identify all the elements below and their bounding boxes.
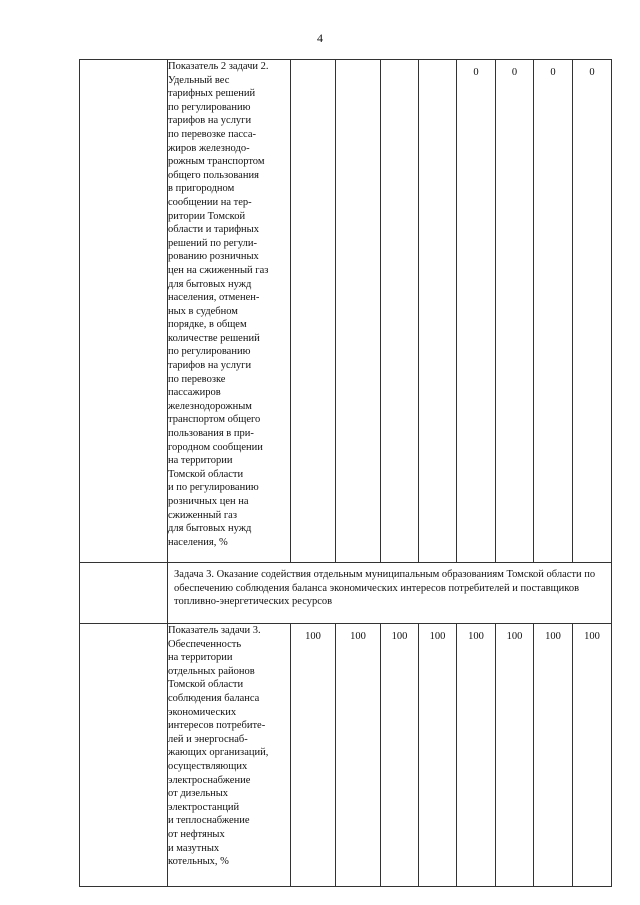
label-line: тарифов на услуги (168, 115, 252, 127)
indicator-2-label (168, 60, 291, 563)
empty-cell (80, 60, 168, 563)
task-3-heading: Задача 3. Оказание содействия отдельным муниципальным образованиям Томской области по обеспечению соблюдения баланса экономических интересов потребителей и поставщиков топливно-энергетических ресурсов (168, 563, 612, 624)
empty-cell (80, 563, 168, 624)
label-line: сжиженный газ (168, 509, 237, 521)
value-cell: 100 (336, 624, 381, 887)
label-line: порядке, в общем (168, 319, 247, 331)
label-line: Показатель задачи 3. (168, 625, 261, 636)
label-line: интересов потребите- (168, 720, 266, 732)
label-line: железнодорожным (168, 400, 252, 412)
label-line: общего пользования (168, 169, 259, 181)
label-line: пассажиров (168, 387, 221, 399)
value-cell: 100 (534, 624, 573, 887)
table-row (80, 624, 612, 887)
value-cell: 0 (573, 60, 612, 563)
label-line: и по регулированию (168, 482, 259, 494)
label-line: населения, % (168, 536, 228, 548)
label-line: тарифных решений (168, 88, 256, 100)
value-cell: 0 (457, 60, 496, 563)
value-cell (381, 60, 419, 563)
label-line: рожным транспортом (168, 156, 265, 168)
label-line: от нефтяных (168, 828, 225, 840)
label-line: Томской области (168, 679, 244, 691)
label-line: лей и энергоснаб- (168, 733, 248, 745)
label-line: для бытовых нужд (168, 523, 252, 535)
value-cell: 100 (291, 624, 336, 887)
value-cell: 100 (419, 624, 457, 887)
label-line: для бытовых нужд (168, 278, 252, 290)
label-line: Показатель 2 задачи 2. (168, 61, 269, 72)
label-line: экономических (168, 706, 237, 718)
value-cell: 100 (381, 624, 419, 887)
value-cell: 0 (496, 60, 534, 563)
indicators-table (79, 59, 612, 887)
label-line: отдельных районов (168, 665, 255, 677)
page-number: 4 (317, 31, 323, 45)
label-line: пользования в при- (168, 428, 254, 440)
label-line: котельных, % (168, 856, 229, 868)
label-line: населения, отменен- (168, 292, 260, 304)
label-line: жиров железнодо- (168, 142, 250, 154)
label-line: области и тарифных (168, 224, 259, 236)
label-line: жающих организаций, (168, 747, 269, 759)
label-line: по перевозке пасса- (168, 128, 256, 140)
label-line: электроснабжение (168, 774, 251, 786)
label-line: тарифов на услуги (168, 360, 252, 372)
table-row (80, 60, 612, 563)
label-line: городном сообщении (168, 441, 263, 453)
label-line: ритории Томской (168, 210, 246, 222)
label-line: в пригородном (168, 183, 235, 195)
value-cell (291, 60, 336, 563)
label-line: на территории (168, 652, 233, 664)
label-line: по регулированию (168, 101, 251, 113)
value-cell: 100 (496, 624, 534, 887)
value-cell (336, 60, 381, 563)
value-cell: 100 (573, 624, 612, 887)
label-line: по перевозке (168, 373, 226, 385)
value-cell (419, 60, 457, 563)
label-line: Удельный вес (168, 74, 230, 86)
label-line: и мазутных (168, 842, 220, 854)
label-line: электростанций (168, 801, 240, 813)
label-line: транспортом общего (168, 414, 261, 426)
label-line: цен на сжиженный газ (168, 264, 269, 276)
label-line: на территории (168, 455, 233, 467)
empty-cell (80, 624, 168, 887)
label-line: рованию розничных (168, 251, 259, 263)
label-line: решений по регули- (168, 237, 257, 249)
label-line: количестве решений (168, 332, 260, 344)
value-cell: 0 (534, 60, 573, 563)
table-row (80, 563, 612, 624)
label-line: соблюдения баланса (168, 692, 260, 704)
label-line: ных в судебном (168, 305, 238, 317)
label-line: по регулированию (168, 346, 251, 358)
label-line: от дизельных (168, 788, 229, 800)
label-line: сообщении на тер- (168, 196, 252, 208)
label-line: и теплоснабжение (168, 815, 250, 827)
label-line: Томской области (168, 468, 244, 480)
label-line: осуществляющих (168, 760, 248, 772)
indicator-3-label (168, 624, 291, 887)
label-line: розничных цен на (168, 496, 249, 507)
value-cell: 100 (457, 624, 496, 887)
label-line: Обеспеченность (168, 638, 242, 650)
